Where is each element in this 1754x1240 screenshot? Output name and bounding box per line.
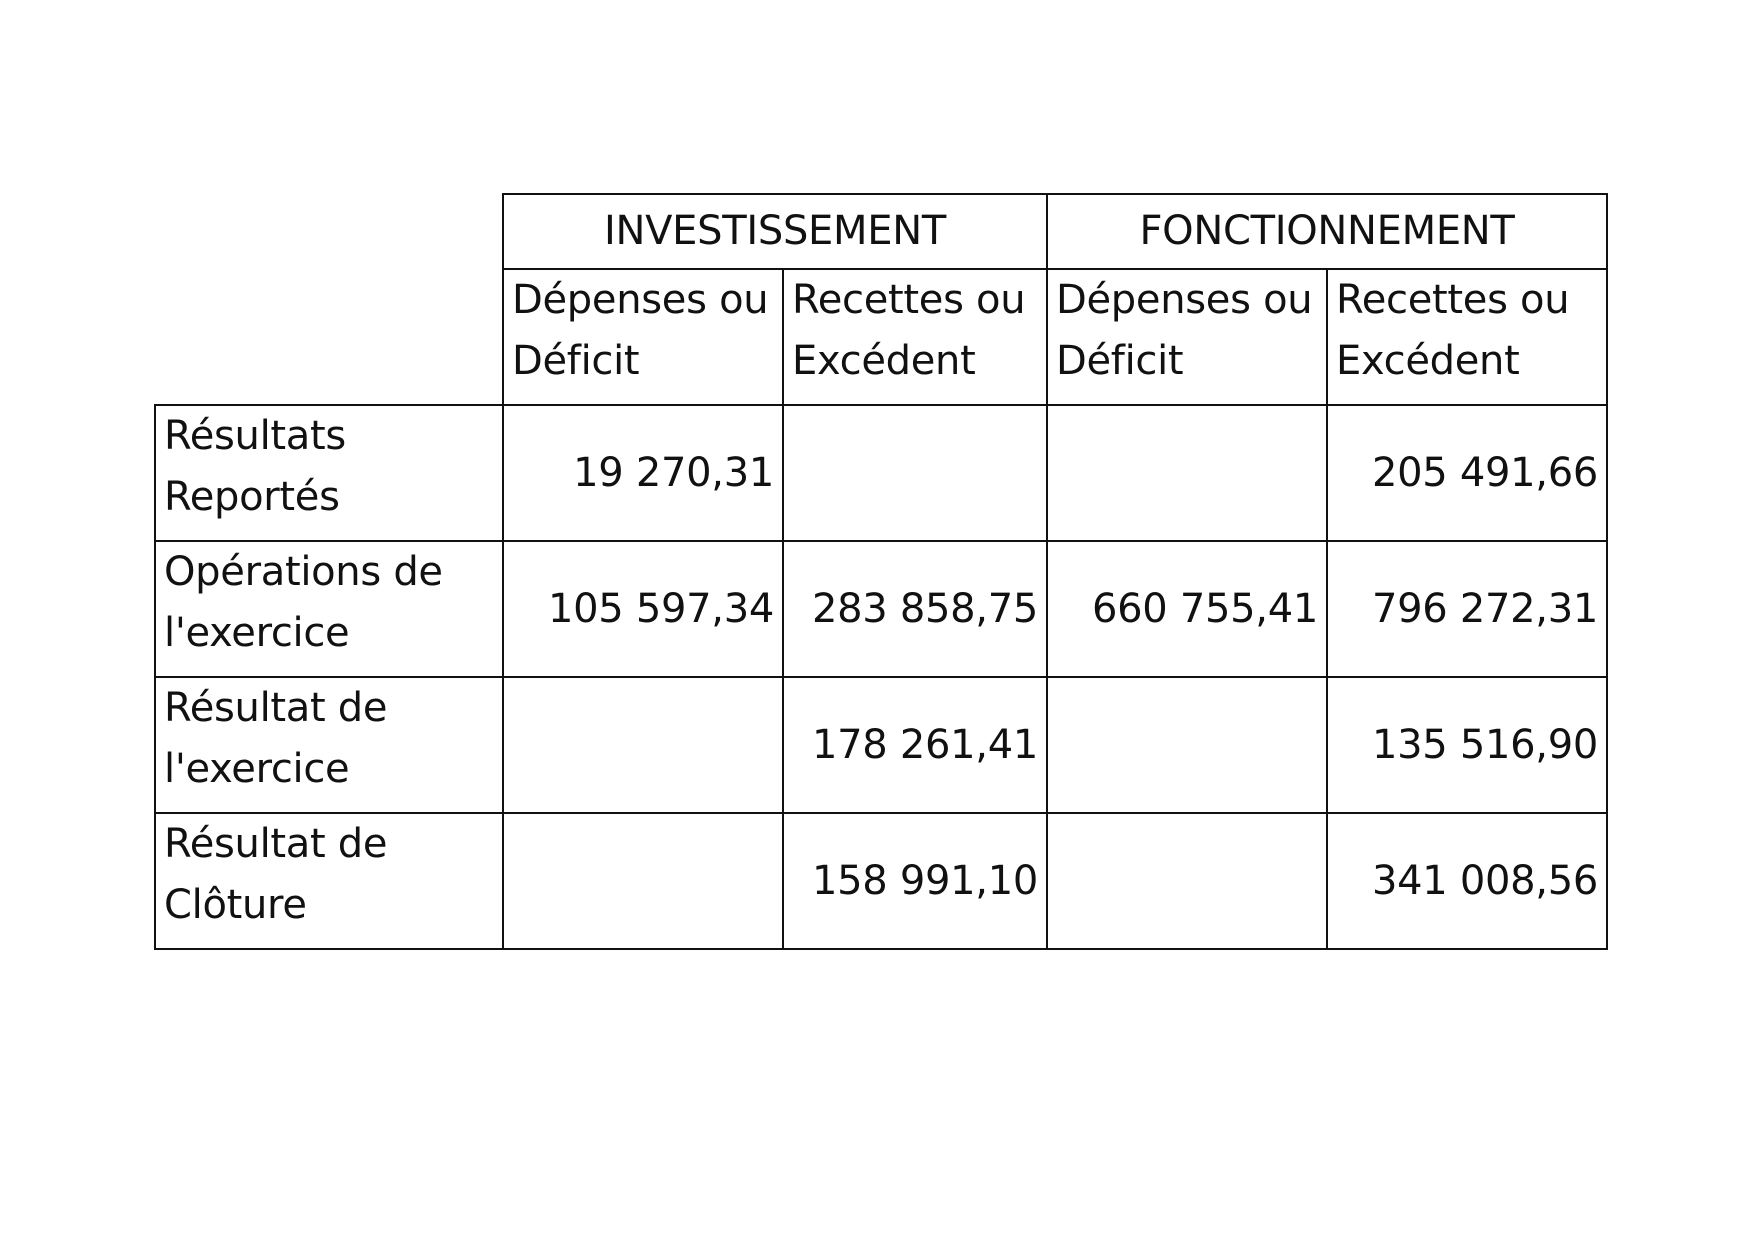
group-header-investissement: INVESTISSEMENT [503, 194, 1047, 269]
value-cell: 19 270,31 [503, 405, 783, 541]
subheader-investissement-recettes: Recettes ou Excédent [783, 269, 1047, 405]
value-cell [503, 813, 783, 949]
corner-empty-cell [155, 194, 503, 405]
table-row [155, 541, 1607, 677]
value-cell: 178 261,41 [783, 677, 1047, 813]
value-cell: 341 008,56 [1327, 813, 1607, 949]
value-cell [783, 405, 1047, 541]
value-cell: 158 991,10 [783, 813, 1047, 949]
subheader-fonctionnement-depenses: Dépenses ou Déficit [1047, 269, 1327, 405]
group-header-fonctionnement: FONCTIONNEMENT [1047, 194, 1607, 269]
subheader-fonctionnement-recettes: Recettes ou Excédent [1327, 269, 1607, 405]
group-header-row [155, 194, 1607, 269]
value-cell: 205 491,66 [1327, 405, 1607, 541]
value-cell: 105 597,34 [503, 541, 783, 677]
value-cell [503, 677, 783, 813]
value-cell: 283 858,75 [783, 541, 1047, 677]
value-cell: 660 755,41 [1047, 541, 1327, 677]
value-cell [1047, 677, 1327, 813]
table-row [155, 405, 1607, 541]
row-label: Opérations de l'exercice [155, 541, 503, 677]
subheader-investissement-depenses: Dépenses ou Déficit [503, 269, 783, 405]
value-cell: 135 516,90 [1327, 677, 1607, 813]
table-row [155, 677, 1607, 813]
table-row [155, 813, 1607, 949]
value-cell: 796 272,31 [1327, 541, 1607, 677]
results-table [154, 193, 1608, 950]
row-label: Résultats Reportés [155, 405, 503, 541]
row-label: Résultat de l'exercice [155, 677, 503, 813]
row-label: Résultat de Clôture [155, 813, 503, 949]
value-cell [1047, 405, 1327, 541]
value-cell [1047, 813, 1327, 949]
